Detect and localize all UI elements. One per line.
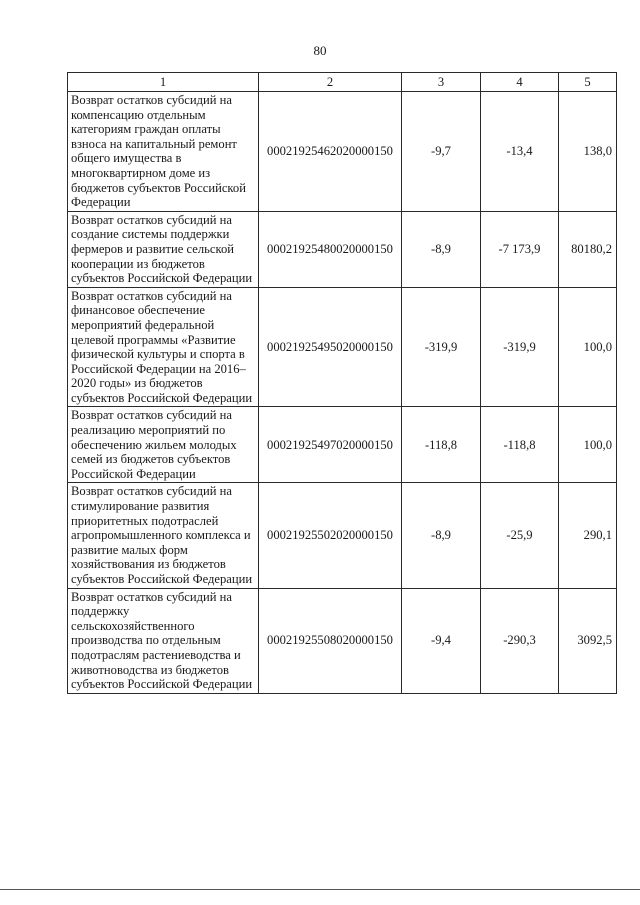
value-col4: -25,9 (481, 483, 559, 588)
budget-code: 00021925462020000150 (259, 92, 402, 212)
budget-code: 00021925480020000150 (259, 211, 402, 287)
row-description: Возврат остатков субсидий на создание системы поддержки фермеров и развитие сельской кооперации из бюджетов субъектов Российской Федерации (68, 211, 259, 287)
column-header-5: 5 (559, 73, 617, 92)
row-description: Возврат остатков субсидий на реализацию мероприятий по обеспечению жильем молодых семей из бюджетов субъектов Российской Федерации (68, 407, 259, 483)
column-header-1: 1 (68, 73, 259, 92)
budget-code: 00021925508020000150 (259, 588, 402, 693)
bottom-page-rule (0, 889, 640, 890)
budget-code: 00021925502020000150 (259, 483, 402, 588)
table-row (68, 588, 617, 693)
column-header-2: 2 (259, 73, 402, 92)
budget-code: 00021925495020000150 (259, 287, 402, 407)
value-col5: 3092,5 (559, 588, 617, 693)
value-col4: -7 173,9 (481, 211, 559, 287)
value-col5: 138,0 (559, 92, 617, 212)
value-col3: -9,4 (402, 588, 481, 693)
value-col5: 290,1 (559, 483, 617, 588)
table-row (68, 483, 617, 588)
value-col5: 100,0 (559, 407, 617, 483)
value-col3: -319,9 (402, 287, 481, 407)
value-col4: -13,4 (481, 92, 559, 212)
page-number: 80 (313, 43, 327, 58)
value-col4: -118,8 (481, 407, 559, 483)
table-row (68, 287, 617, 407)
table-row (68, 211, 617, 287)
value-col5: 100,0 (559, 287, 617, 407)
row-description: Возврат остатков субсидий на поддержку сельскохозяйственного производства по отдельным подотраслям растениеводства и животноводства из бюджетов субъектов Российской Федерации (68, 588, 259, 693)
table-row (68, 407, 617, 483)
row-description: Возврат остатков субсидий на компенсацию отдельным категориям граждан оплаты взноса на капитальный ремонт общего имущества в многоквартирном доме из бюджетов субъектов Российской Федерации (68, 92, 259, 212)
value-col3: -9,7 (402, 92, 481, 212)
table-row (68, 92, 617, 212)
value-col3: -118,8 (402, 407, 481, 483)
value-col4: -319,9 (481, 287, 559, 407)
column-header-4: 4 (481, 73, 559, 92)
value-col5: 80180,2 (559, 211, 617, 287)
budget-table (67, 72, 617, 694)
value-col4: -290,3 (481, 588, 559, 693)
budget-code: 00021925497020000150 (259, 407, 402, 483)
value-col3: -8,9 (402, 211, 481, 287)
column-header-3: 3 (402, 73, 481, 92)
table-header-row (68, 73, 617, 92)
row-description: Возврат остатков субсидий на финансовое обеспечение мероприятий федеральной целевой программы «Развитие физической культуры и спорта в Российской Федерации на 2016–2020 годы» из бюджетов субъектов Российской Федерации (68, 287, 259, 407)
value-col3: -8,9 (402, 483, 481, 588)
row-description: Возврат остатков субсидий на стимулирование развития приоритетных подотраслей агропромышленного комплекса и развитие малых форм хозяйствования из бюджетов субъектов Российской Федерации (68, 483, 259, 588)
